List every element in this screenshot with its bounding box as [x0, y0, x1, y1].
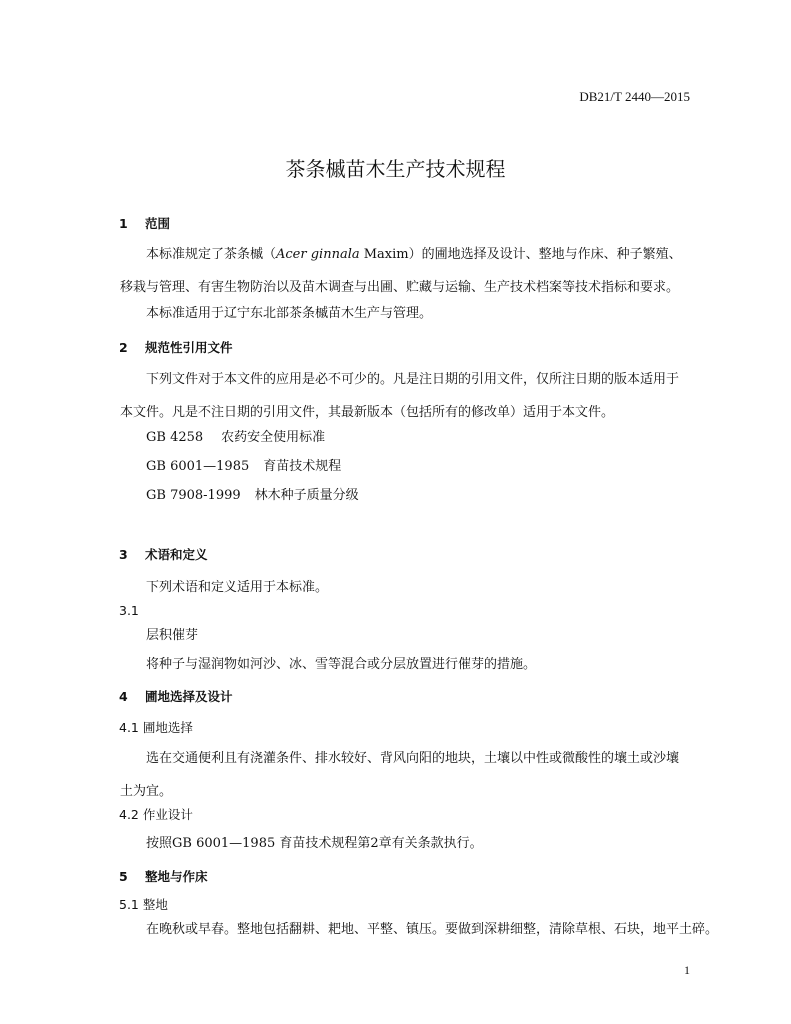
- subsection-heading: 5.1 整地: [119, 897, 168, 912]
- subsection-heading: 4.1 圃地选择: [119, 720, 193, 735]
- term-definition: 将种子与湿润物如河沙、冰、雪等混合或分层放置进行催芽的措施。: [146, 657, 537, 672]
- reference-item: [146, 455, 341, 474]
- section-1-heading: [119, 214, 170, 232]
- section-number: 2: [119, 340, 128, 355]
- paragraph: [120, 238, 690, 304]
- section-title: 整地与作床: [145, 869, 208, 884]
- paragraph: 本标准适用于辽宁东北部茶条槭苗木生产与管理。: [146, 306, 433, 321]
- section-4-heading: [119, 687, 233, 705]
- section-5-heading: [119, 867, 208, 885]
- section-number: 5: [119, 869, 128, 884]
- section-title: 范围: [145, 216, 171, 231]
- reference-name: 育苗技术规程: [263, 459, 342, 474]
- section-number: 3: [119, 547, 128, 562]
- page-number: 1: [684, 963, 690, 977]
- term-number: 3.1: [119, 603, 139, 618]
- reference-code: GB 7908-1999: [146, 488, 241, 503]
- section-number: 1: [119, 216, 128, 231]
- text: Maxim）的圃地选择及设计、整地与作床、种子繁殖、移栽与管理、有害生物防治以及苗木调查与出圃、贮藏与运输、生产技术档案等技术指标和要求。: [120, 247, 682, 295]
- paragraph: 在晚秋或早春。整地包括翻耕、耙地、平整、镇压。要做到深耕细整，清除草根、石块，地平土碎。: [146, 922, 719, 937]
- text: 本标准规定了茶条槭（: [146, 247, 277, 262]
- section-number: 4: [119, 689, 128, 704]
- reference-name: 林木种子质量分级: [254, 488, 359, 503]
- paragraph: 下列术语和定义适用于本标准。: [146, 580, 329, 595]
- reference-code: GB 4258: [146, 430, 204, 445]
- paragraph: 下列文件对于本文件的应用是必不可少的。凡是注日期的引用文件，仅所注日期的版本适用于本文件。凡是不注日期的引用文件，其最新版本（包括所有的修改单）适用于本文件。: [120, 372, 680, 420]
- subsection-heading: 4.2 作业设计: [119, 807, 193, 822]
- standard-number: DB21/T 2440—2015: [579, 89, 690, 104]
- reference-name: 农药安全使用标准: [221, 430, 326, 445]
- term-title: 层积催芽: [146, 628, 199, 643]
- reference-item: [146, 484, 359, 503]
- paragraph: 选在交通便利且有浇灌条件、排水较好、背风向阳的地块，土壤以中性或微酸性的壤土或沙壤土为宜。: [120, 751, 680, 799]
- section-title: 术语和定义: [145, 547, 208, 562]
- paragraph: 按照GB 6001—1985 育苗技术规程第2章有关条款执行。: [146, 836, 483, 851]
- section-title: 圃地选择及设计: [145, 689, 233, 704]
- page-title: 茶条槭苗木生产技术规程: [285, 157, 506, 181]
- section-2-heading: [119, 338, 233, 356]
- reference-item: [146, 426, 325, 445]
- section-3-heading: [119, 545, 208, 563]
- latin-name: Acer ginnala: [276, 247, 360, 262]
- reference-code: GB 6001—1985: [146, 459, 250, 474]
- section-title: 规范性引用文件: [145, 340, 233, 355]
